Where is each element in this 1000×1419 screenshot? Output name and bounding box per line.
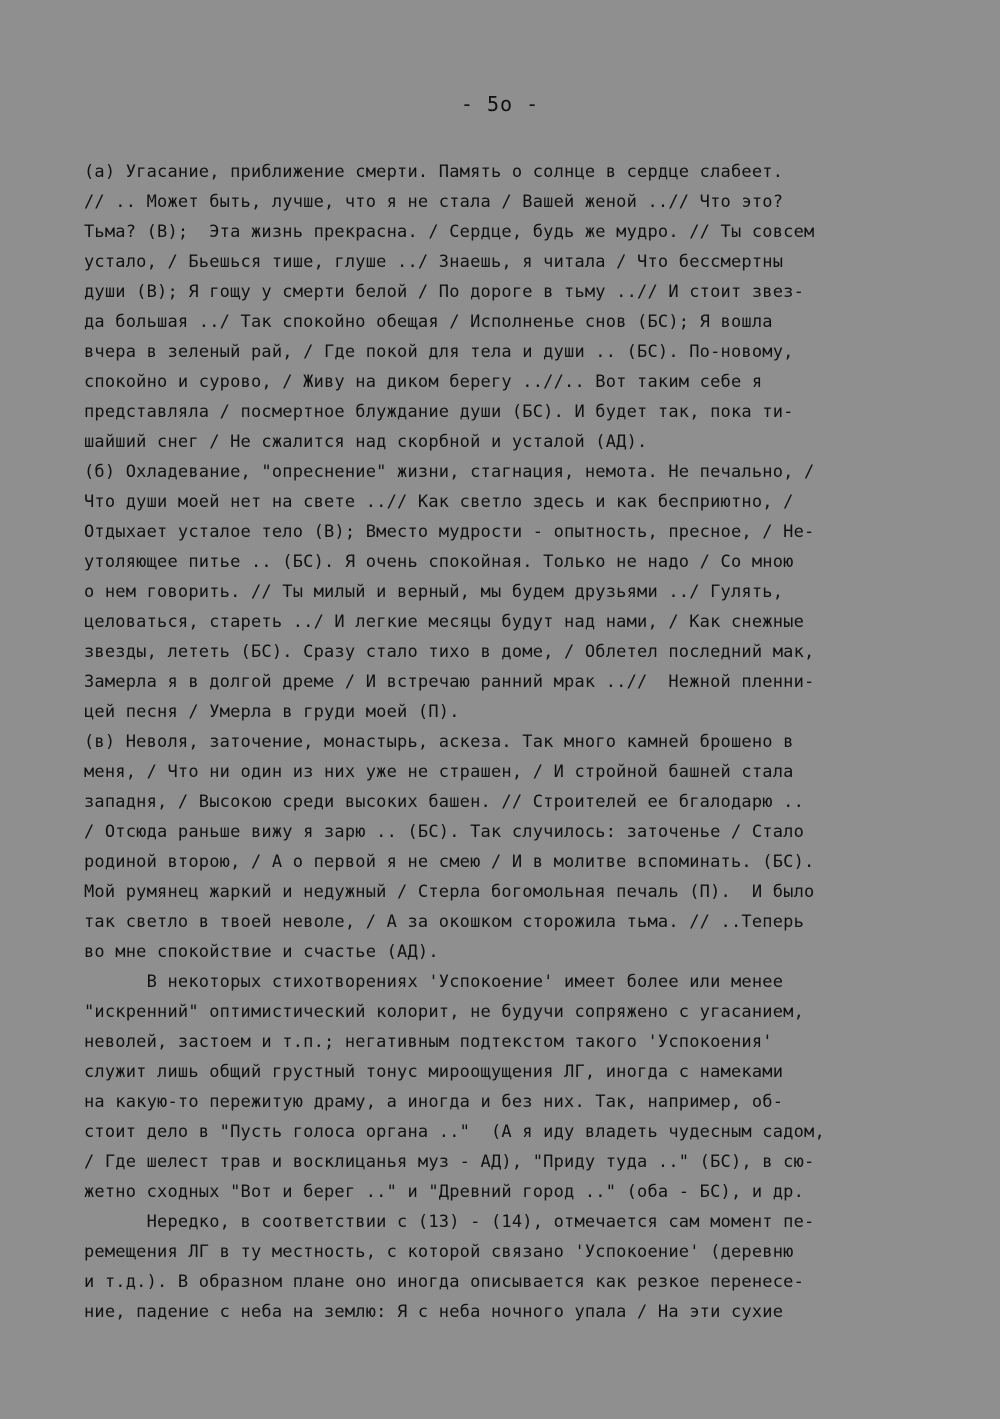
text-line: Тьма? (В); Эта жизнь прекрасна. / Сердце, будь же мудро. // Ты совсем bbox=[84, 222, 815, 242]
text-line: Замерла я в долгой дреме / И встречаю ранний мрак ..// Нежной пленни- bbox=[84, 672, 815, 692]
text-line: спокойно и сурово, / Живу на диком берегу ..//.. Вот таким себе я bbox=[84, 372, 763, 392]
text-line: на какую-то пережитую драму, а иногда и без них. Так, например, об- bbox=[84, 1092, 784, 1112]
text-line: меня, / Что ни один из них уже не страшен, / И стройной башней стала bbox=[84, 762, 794, 782]
text-line: так светло в твоей неволе, / А за окошком сторожила тьма. // ..Теперь bbox=[84, 912, 805, 932]
text-line: западня, / Высокою среди высоких башен. // Строителей ее бгалодарю .. bbox=[84, 792, 805, 812]
text-line: служит лишь общий грустный тонус мироощущения ЛГ, иногда с намеками bbox=[84, 1062, 784, 1082]
text-line: (а) Угасание, приближение смерти. Память о солнце в сердце слабеет. bbox=[84, 162, 784, 182]
text-line: стоит дело в "Пусть голоса органа .." (А я иду владеть чудесным садом, bbox=[84, 1122, 825, 1142]
text-line: о нем говорить. // Ты милый и верный, мы будем друзьями ../ Гулять, bbox=[84, 582, 784, 602]
text-line: Мой румянец жаркий и недужный / Стерла богомольная печаль (П). И было bbox=[84, 882, 815, 902]
text-line: жетно сходных "Вот и берег .." и "Древний город .." (оба - БС), и др. bbox=[84, 1182, 805, 1202]
text-line: звезды, лететь (БС). Сразу стало тихо в доме, / Облетел последний мак, bbox=[84, 642, 815, 662]
text-line: // .. Может быть, лучше, что я не стала / Вашей женой ..// Что это? bbox=[84, 192, 784, 212]
text-line: представляла / посмертное блуждание души (БС). И будет так, пока ти- bbox=[84, 402, 794, 422]
text-line: шайший снег / Не сжалится над скорбной и усталой (АД). bbox=[84, 432, 648, 452]
text-line: Нередко, в соответствии с (13) - (14), отмечается сам момент пе- bbox=[84, 1212, 815, 1232]
text-line: неволей, застоем и т.п.; негативным подтекстом такого 'Успокоения' bbox=[84, 1032, 773, 1052]
text-line: Отдыхает усталое тело (В); Вместо мудрости - опытность, пресное, / Не- bbox=[84, 522, 815, 542]
text-line: вчера в зеленый рай, / Где покой для тела и души .. (БС). По-новому, bbox=[84, 342, 794, 362]
text-line: утоляющее питье .. (БС). Я очень спокойная. Только не надо / Со мною bbox=[84, 552, 794, 572]
text-line: В некоторых стихотворениях 'Успокоение' имеет более или менее bbox=[84, 972, 784, 992]
text-line: устало, / Бьешься тише, глуше ../ Знаешь, я читала / Что бессмертны bbox=[84, 252, 784, 272]
text-line: / Отсюда раньше вижу я зарю .. (БС). Так случилось: заточенье / Стало bbox=[84, 822, 805, 842]
text-line: Что души моей нет на свете ..// Как светло здесь и как бесприютно, / bbox=[84, 492, 794, 512]
text-line: (в) Неволя, заточение, монастырь, аскеза. Так много камней брошено в bbox=[84, 732, 794, 752]
text-line: (б) Охладевание, "опреснение" жизни, стагнация, немота. Не печально, / bbox=[84, 462, 815, 482]
text-line: и т.д.). В образном плане оно иногда описывается как резкое перенесе- bbox=[84, 1272, 805, 1292]
text-line: цей песня / Умерла в груди моей (П). bbox=[84, 702, 460, 722]
text-line: ремещения ЛГ в ту местность, с которой связано 'Успокоение' (деревню bbox=[84, 1242, 794, 1262]
page-number: - 5o - bbox=[460, 92, 540, 116]
text-line: да большая ../ Так спокойно обещая / Исполненье снов (БС); Я вошла bbox=[84, 312, 773, 332]
text-line: "искренний" оптимистический колорит, не будучи сопряжено с угасанием, bbox=[84, 1002, 805, 1022]
text-line: ние, падение с неба на землю: Я с неба ночного упала / На эти сухие bbox=[84, 1302, 784, 1322]
text-line: целоваться, стареть ../ И легкие месяцы будут над нами, / Как снежные bbox=[84, 612, 805, 632]
text-line: во мне спокойствие и счастье (АД). bbox=[84, 942, 439, 962]
text-line: родиной второю, / А о первой я не смею / И в молитве вспоминать. (БС). bbox=[84, 852, 815, 872]
text-line: / Где шелест трав и восклицанья муз - АД), "Приду туда .." (БС), в сю- bbox=[84, 1152, 815, 1172]
text-line: души (В); Я гощу у смерти белой / По дороге в тьму ..// И стоит звез- bbox=[84, 282, 805, 302]
